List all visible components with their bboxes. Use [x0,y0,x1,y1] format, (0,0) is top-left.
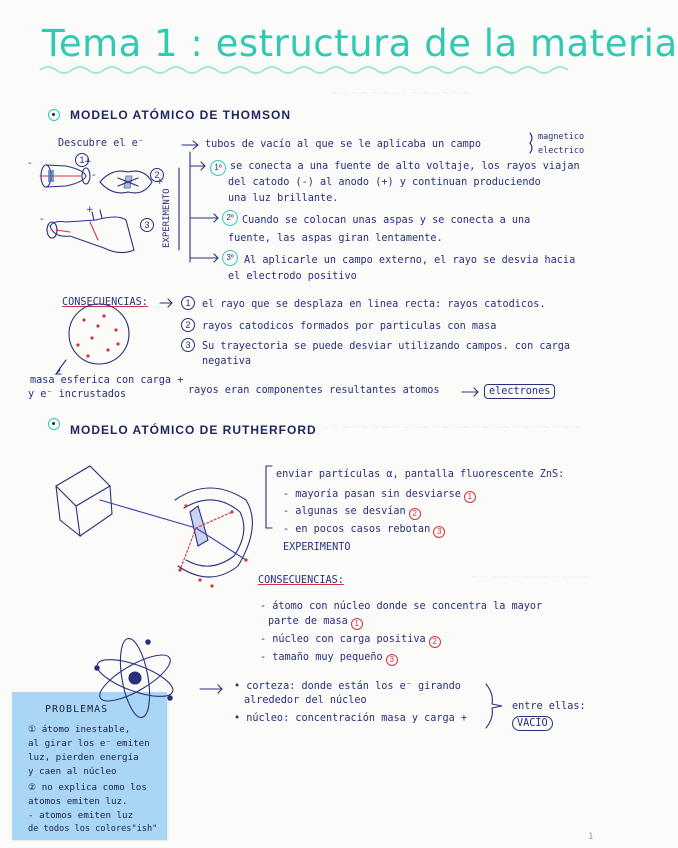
campo-tipo-electrico: electrico [538,146,585,156]
thomson-consecuencia-1: el rayo que se desplaza en linea recta: rayos catodicos. [202,299,546,310]
step-2-line-2: fuente, las aspas giran lentamente. [228,233,443,244]
svg-text:+: + [84,157,92,167]
corteza-line-1: • corteza: donde están los e⁻ girando [234,681,461,692]
page-title: Tema 1 : estructura de la materia [42,22,678,65]
rutherford-experiment-line: enviar partículas α, pantalla fluorescente ZnS: [276,469,565,480]
rutherford-experimento-label: EXPERIMENTO [283,542,351,553]
step-1-line-3: una luz brillante. [228,193,339,204]
problemas-line: de todos los colores"ish" [28,824,158,834]
svg-text:-: - [40,214,44,225]
model-caption-line-1: masa esferica con carga + [30,375,184,386]
bleed-through-text: ~~~~~~~~~~~~~~ [330,86,471,100]
arrow-icon [200,685,222,693]
step-1-line-2: del catodo (-) al anodo (+) y continuan produciendo [228,177,541,188]
consecuencia-badge: 2 [181,318,195,332]
electrones-box: electrones [484,384,555,399]
svg-text:-: - [92,170,96,181]
svg-text:-: - [28,158,32,169]
svg-text:+: + [86,205,94,215]
model-caption-line-2: y e⁻ incrustados [28,389,127,400]
thomson-consecuencia-2: rayos catodicos formados por particulas con masa [202,321,497,332]
thomson-heading: MODELO ATÓMICO DE THOMSON [70,108,291,122]
brace-icon [486,684,502,728]
step-1-line-1: se conecta a una fuente de alto voltaje, los rayos viajan [230,161,580,172]
brace-icon [530,133,532,153]
bleed-through-text: ~~~~~~~~~~~~ [470,570,591,584]
thomson-sphere-icon [56,304,129,374]
campo-tipo-magnetico: magnetico [538,132,585,142]
rutherford-consecuencia-1-line-1: - átomo con núcleo donde se concentra la mayor [260,601,543,612]
problemas-line: al girar los e⁻ emiten [28,738,150,749]
problemas-line: ① átomo inestable, [28,724,131,735]
page-number: 1 [588,832,594,842]
atom-icon [93,636,177,719]
red-number-badge: 3 [433,526,445,538]
problemas-line: - atomos emiten luz [28,810,134,821]
cathode-tube-3-icon [40,205,134,253]
arrow-icon [190,214,218,222]
red-number-badge: 2 [409,508,421,520]
rutherford-consecuencia-text: - núcleo con carga positiva [260,634,426,645]
cathode-tube-2-icon [92,170,164,193]
diagram-label: 3 [140,218,154,232]
thomson-consecuencia-3-line-1: Su trayectoria se puede desviar utilizando campos. con carga [202,341,571,352]
thomson-descubre: Descubre el e⁻ [58,138,144,149]
arrow-icon [182,141,198,149]
step-2-line-1: Cuando se colocan unas aspas y se conecta a una [242,215,531,226]
arrow-icon [190,162,205,170]
experimento-vertical-label: EXPERIMENTO [162,188,172,248]
experiment-bracket [266,466,272,528]
problemas-line: atomos emiten luz. [28,796,128,807]
rutherford-experiment-text: - mayoría pasan sin desviarse [283,489,461,500]
cathode-tube-1-icon [28,157,92,187]
rutherford-consecuencia-text: - tamaño muy pequeño [260,652,383,663]
problemas-title: PROBLEMAS [45,704,109,715]
step-badge: 1º [210,160,226,176]
diagram-label: 1 [75,153,89,167]
problemas-line: luz, pierden energía [28,752,139,763]
step-3-line-1: Al aplicarle un campo externo, el rayo se desvia hacia [244,255,576,266]
arrow-icon [190,254,218,262]
step-3-line-2: el electrodo positivo [228,271,357,282]
rutherford-experiment-text: - en pocos casos rebotan [283,524,431,535]
thomson-consecuencias-label: CONSECUENCIAS: [62,297,148,308]
step-badge: 3º [222,250,238,266]
diagram-label: 2 [150,168,164,182]
thomson-conclusion: rayos eran componentes resultantes atomos [188,385,440,396]
nucleo-line: • núcleo: concentración masa y carga + [234,713,468,724]
rutherford-consecuencia-text: parte de masa [268,616,348,627]
vacio-box: VACÍO [512,716,553,731]
rutherford-heading: MODELO ATÓMICO DE RUTHERFORD [70,423,317,437]
step-badge: 2º [222,210,238,226]
thomson-consecuencia-3-line-2: negativa [202,356,252,367]
corteza-line-2: alrededor del núcleo [244,695,367,706]
red-number-badge: 1 [351,618,363,630]
consecuencia-badge: 3 [181,338,195,352]
red-number-badge: 2 [429,636,441,648]
red-number-badge: 1 [464,491,476,503]
svg-text:+: + [156,177,164,187]
rutherford-consecuencias-label: CONSECUENCIAS: [258,575,344,586]
bleed-through-text: ~~~~~~~~~~~~~~~~~~~~~~~~~~~~ [300,420,582,434]
consecuencia-badge: 1 [181,296,195,310]
arrow-icon [462,388,478,396]
arrow-icon [160,299,172,307]
problemas-line: ② no explica como los [28,782,147,793]
thomson-tubos: tubos de vacío al que se le aplicaba un campo [205,139,482,150]
entre-ellas-label: entre ellas: [512,701,586,712]
red-number-badge: 3 [386,654,398,666]
rutherford-experiment-text: - algunas se desvían [283,506,406,517]
rutherford-experiment-icon [56,466,252,588]
problemas-line: y caen al núcleo [28,766,117,777]
